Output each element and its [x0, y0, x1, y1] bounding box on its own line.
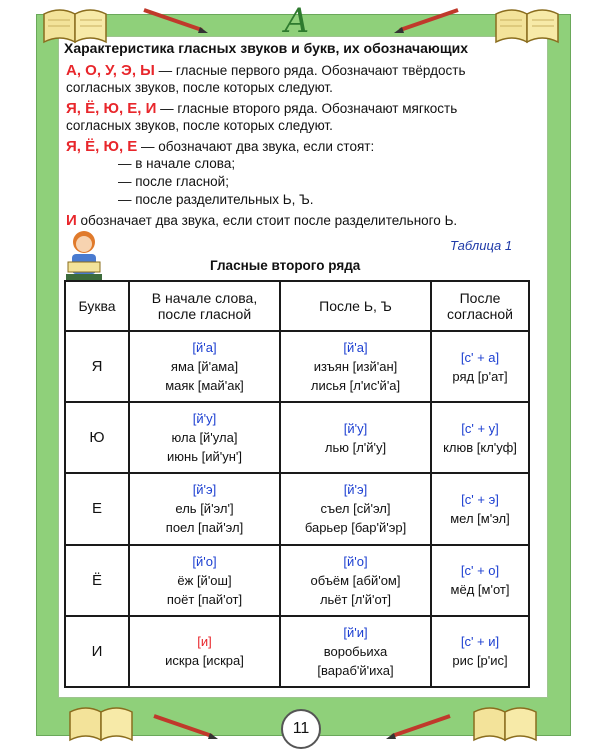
table-cell: [й'у] юла [й'ула] июнь [ий'ун'] [129, 402, 280, 473]
list-item: — в начале слова; [118, 156, 236, 171]
vowels-table [64, 280, 530, 688]
table-cell: [с' + э] мел [м'эл] [431, 473, 529, 544]
table-cell: [й'э] съел [сй'эл] барьер [бар'й'эр] [280, 473, 431, 544]
svg-text:А: А [284, 1, 310, 40]
table-row [65, 473, 529, 544]
page-title: Характеристика гласных звуков и букв, их обозначающих [64, 40, 469, 56]
table-cell: [с' + о] мёд [м'от] [431, 545, 529, 616]
pen-icon [150, 712, 220, 742]
table-row [65, 331, 529, 402]
table-cell: [й'у] лью [л'й'у] [280, 402, 431, 473]
table-row [65, 616, 529, 687]
table-cell: [с' + у] клюв [кл'уф] [431, 402, 529, 473]
page-number: 11 [281, 709, 321, 749]
column-header: После согласной [431, 281, 529, 331]
table-cell: [й'о] объём [абй'ом] льёт [л'й'от] [280, 545, 431, 616]
open-book-icon [470, 698, 540, 744]
ornamental-letter-logo [276, 0, 324, 40]
pen-icon [392, 6, 462, 36]
table-title: Гласные второго ряда [210, 258, 361, 273]
table-cell: [с' + и] рис [р'ис] [431, 616, 529, 687]
table-cell: [и] искра [искра] [129, 616, 280, 687]
paragraph-second-row: Я, Ё, Ю, Е, И — гласные второго ряда. Обозначают мягкость [66, 100, 458, 117]
paragraph-second-row-cont: согласных звуков, после которых следуют. [66, 118, 333, 133]
list-item: — после разделительных Ь, Ъ. [118, 192, 314, 207]
table-cell: [й'а] изъян [изй'ан] лисья [л'ис'й'а] [280, 331, 431, 402]
vowel-letter: И [65, 616, 129, 687]
vowel-letter: Е [65, 473, 129, 544]
paragraph-first-row: А, О, У, Э, Ы — гласные первого ряда. Обозначают твёрдость [66, 62, 466, 79]
table-cell: [й'э] ель [й'эл'] поел [пай'эл] [129, 473, 280, 544]
paragraph-two-sounds: Я, Ё, Ю, Е — обозначают два звука, если стоят: [66, 138, 375, 155]
table-cell: [й'и] воробьиха [вараб'й'иха] [280, 616, 431, 687]
table-row [65, 402, 529, 473]
column-header: После Ь, Ъ [280, 281, 431, 331]
pen-icon [384, 712, 454, 742]
table-row [65, 545, 529, 616]
girl-reading-icon [62, 228, 106, 282]
vowel-letter: Я [65, 331, 129, 402]
paragraph-i-rule: И обозначает два звука, если стоит после разделительного Ь. [66, 212, 458, 229]
table-header-row [65, 281, 529, 331]
pen-icon [140, 6, 210, 36]
list-item: — после гласной; [118, 174, 229, 189]
vowel-letter: Ё [65, 545, 129, 616]
paragraph-first-row-cont: согласных звуков, после которых следуют. [66, 80, 333, 95]
vowel-letter: Ю [65, 402, 129, 473]
table-cell: [й'о] ёж [й'ош] поёт [пай'от] [129, 545, 280, 616]
column-header: В начале слова, после гласной [129, 281, 280, 331]
table-caption: Таблица 1 [450, 238, 513, 253]
table-cell: [й'а] яма [й'ама] маяк [май'ак] [129, 331, 280, 402]
column-header: Буква [65, 281, 129, 331]
table-cell: [с' + а] ряд [р'ат] [431, 331, 529, 402]
open-book-icon [66, 698, 136, 744]
